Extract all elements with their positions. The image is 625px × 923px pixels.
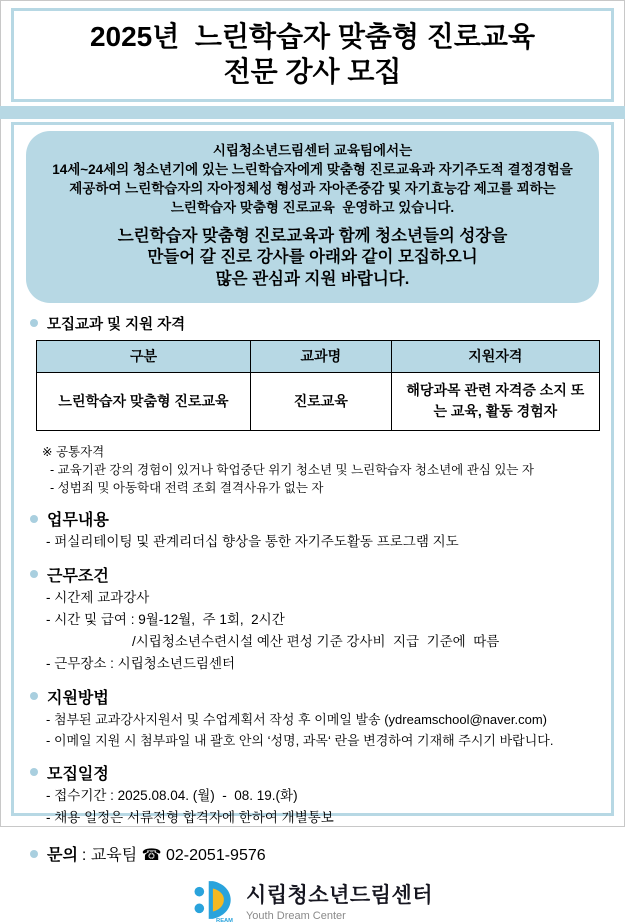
- section-apply-method: [24, 685, 601, 751]
- intro-line-2: 14세~24세의 청소년기에 있는 느린학습자에게 맞춤형 진로교육과 자기주도적 결정경험을: [52, 162, 573, 178]
- table-header-row: [37, 340, 600, 372]
- footer-logo: [24, 877, 601, 923]
- contact-phone: : 교육팀 ☎ 02-2051-9576: [81, 847, 266, 865]
- logo-ream-text: REAM: [215, 918, 233, 923]
- work-conditions-item-1: - 시간제 교과강사: [46, 589, 150, 605]
- table-cell-subject: 진로교육: [250, 372, 391, 430]
- bullet-icon: [30, 850, 38, 858]
- title-box: [11, 8, 614, 102]
- page-title-line-2: 전문 강사 모집: [223, 56, 402, 87]
- intro-bold-line-2: 만들어 갈 진로 강사를 아래와 같이 모집하오니: [147, 248, 478, 267]
- section-header-apply-method: [24, 685, 601, 708]
- intro-line-1: 시립청소년드림센터 교육팀에서는: [212, 143, 413, 158]
- section-work-conditions: [24, 563, 601, 675]
- work-conditions-item-3: - 근무장소 : 시립청소년드림센터: [46, 656, 236, 672]
- intro-line-3: 제공하여 느린학습자의 자아정체성 형성과 자아존중감 및 자기효능감 제고를 꾀하는: [69, 181, 556, 197]
- intro-bold-line-3: 많은 관심과 지원 바랍니다.: [215, 270, 410, 289]
- logo-korean-name: 시립청소년드림센터: [245, 883, 434, 907]
- section-title-duties: 업무내용: [47, 512, 109, 530]
- table-cell-category: 느린학습자 맞춤형 진로교육: [37, 372, 251, 430]
- table-header-category: 구분: [37, 340, 251, 372]
- intro-bold-block: [40, 226, 585, 291]
- work-conditions-item-2: - 시간 및 급여 : 9월-12월, 주 1회, 2시간: [46, 611, 285, 627]
- table-cell-qualification: 해당과목 관련 자격증 소지 또는 교육, 활동 경험자: [391, 372, 599, 430]
- contact-row: [24, 842, 601, 865]
- table-header-qualification: 지원자격: [391, 340, 599, 372]
- table-row: [37, 372, 600, 430]
- divider-band: [0, 106, 625, 119]
- common-qualification-item-2: - 성범죄 및 아동학대 전력 조회 결격사유가 없는 자: [50, 481, 324, 496]
- common-qualification-title: ※ 공통자격: [42, 444, 105, 459]
- common-qualification-item-1: - 교육기관 강의 경험이 있거나 학업중단 위기 청소년 및 느린학습자 청소년에 관심 있는 자: [50, 463, 535, 478]
- youth-dream-center-logo-icon: [192, 877, 238, 923]
- intro-box: [26, 131, 599, 303]
- apply-method-item-2: - 이메일 지원 시 첨부파일 내 괄호 안의 ‘성명, 과목‘ 란을 변경하여 기재해 주시기 바랍니다.: [46, 733, 554, 749]
- section-title-recruit: 모집교과 및 지원 자격: [47, 316, 186, 333]
- schedule-item-1: - 접수기간 : 2025.08.04. (월) - 08. 19.(화): [46, 787, 298, 803]
- bullet-icon: [30, 570, 38, 578]
- duties-item-1: - 퍼실리테이팅 및 관계리더십 향상을 통한 자기주도활동 프로그램 지도: [46, 534, 459, 550]
- section-title-apply-method: 지원방법: [47, 689, 109, 707]
- section-title-work-conditions: 근무조건: [47, 567, 109, 585]
- section-schedule: [24, 761, 601, 829]
- logo-text-column: [246, 879, 433, 922]
- section-header-duties: [24, 507, 601, 530]
- recruit-table: [36, 340, 600, 431]
- section-header-work-conditions: [24, 563, 601, 586]
- section-title-schedule: 모집일정: [47, 765, 109, 783]
- page-title-line-1: 2025년 느린학습자 맞춤형 진로교육: [89, 21, 536, 52]
- intro-bold-line-1: 느린학습자 맞춤형 진로교육과 함께 청소년들의 성장을: [117, 226, 508, 245]
- logo-english-name: Youth Dream Center: [245, 909, 346, 922]
- bullet-icon: [30, 515, 38, 523]
- contact-label: 문의: [47, 847, 78, 865]
- apply-method-item-1: - 첨부된 교과강사지원서 및 수업계획서 작성 후 이메일 발송 (ydreamschool@naver.com): [46, 711, 547, 727]
- bullet-icon: [30, 768, 38, 776]
- table-header-subject: 교과명: [250, 340, 391, 372]
- intro-line-4: 느린학습자 맞춤형 진로교육 운영하고 있습니다.: [170, 200, 455, 216]
- section-header-recruit: [24, 313, 601, 334]
- bullet-icon: [30, 319, 38, 327]
- common-qualification-note: [42, 443, 601, 497]
- section-recruit: [24, 313, 601, 497]
- bullet-icon: [30, 692, 38, 700]
- section-header-schedule: [24, 761, 601, 784]
- content-box: [11, 122, 614, 923]
- schedule-item-2: - 채용 일정은 서류전형 합격자에 한하여 개별통보: [46, 809, 334, 825]
- work-conditions-item-2b: /시립청소년수련시설 예산 편성 기준 강사비 지급 기준에 따름: [132, 634, 500, 650]
- section-duties: [24, 507, 601, 552]
